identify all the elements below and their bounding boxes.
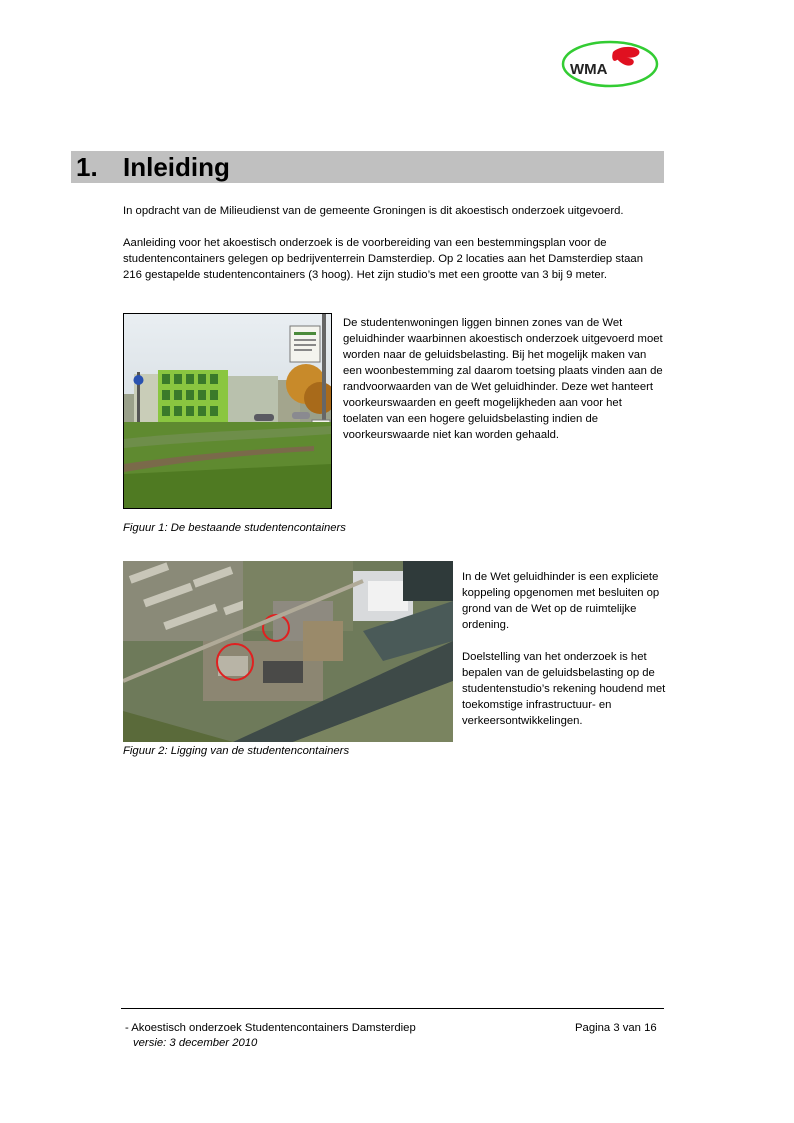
paragraph-zones: De studentenwoningen liggen binnen zones van de Wet geluidhinder waarbinnen akoestisch onderzoek uitgevoerd moet worden naar de geluidsbelasting. Bij het mogelijk maken van een woonbestemming zal daarom toetsing plaats vinden aan de randvoorwaarden van de Wet geluidhinder. Deze wet hanteert voorkeurswaarden en geeft mogelijkheden aan voor het toelaten van een hogere geluidsbelasting indien de voorkeurswaarde niet kan worden gehaald. [343, 317, 663, 441]
figure-2-caption: Figuur 2: Ligging van de studentencontainers [123, 745, 350, 757]
footer-page-number: Pagina 3 van 16 [575, 1022, 657, 1034]
paragraph-aanleiding: Aanleiding voor het akoestisch onderzoek is de voorbereiding van een bestemmingsplan voor de studentencontainers gelegen op bedrijventerrein Damsterdiep. Op 2 locaties aan het Damsterdiep staan 216 gestapelde studentencontainers (3 hoog). Het zijn studio’s met een grootte van 3 bij 9 meter. [123, 237, 643, 281]
section-number: 1. [76, 152, 98, 182]
footer-divider [121, 1008, 664, 1009]
paragraph-intro: In opdracht van de Milieudienst van de gemeente Groningen is dit akoestisch onderzoek uitgevoerd. [123, 205, 624, 217]
figure-1-photo [123, 313, 332, 509]
footer-document-title: - Akoestisch onderzoek Studentencontainers Damsterdiep [125, 1022, 416, 1034]
footer-version: versie: 3 december 2010 [133, 1037, 258, 1049]
logo-text: WMA [570, 61, 608, 78]
paragraph-doelstelling: Doelstelling van het onderzoek is het bepalen van de geluidsbelasting op de studentenstudio’s rekening houdend met toekomstige infrastructuur- en verkeersontwikkelingen. [462, 651, 666, 727]
figure-1-caption: Figuur 1: De bestaande studentencontainers [123, 522, 346, 534]
figure-2-aerial-photo [123, 561, 453, 742]
wma-logo [561, 40, 659, 88]
section-title: Inleiding [123, 152, 230, 182]
paragraph-koppeling: In de Wet geluidhinder is een expliciete koppeling opgenomen met besluiten op grond van de Wet op de ruimtelijke ordening. [462, 571, 660, 631]
